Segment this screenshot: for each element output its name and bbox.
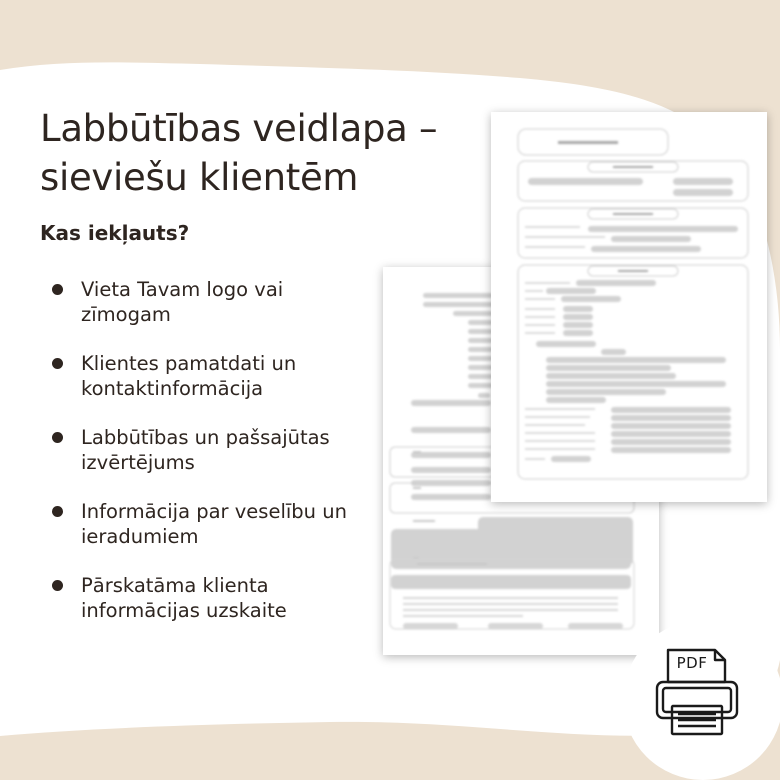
section-subtitle: Kas iekļauts? — [40, 221, 190, 245]
form-preview-page-1 — [491, 112, 767, 502]
feature-item — [40, 425, 360, 499]
feature-item — [40, 351, 360, 425]
pdf-label: PDF — [676, 654, 708, 672]
feature-text: Labbūtības un pašsajūtas izvērtējums — [81, 426, 330, 474]
feature-text: Pārskatāma klienta informācijas uzskaite — [81, 574, 287, 622]
feature-item — [40, 573, 360, 647]
page-title: Labbūtības veidlapa – sieviešu klientēm — [40, 107, 438, 199]
bullet-icon — [52, 284, 63, 295]
feature-item — [40, 277, 360, 351]
feature-text: Informācija par veselību un ieradumiem — [81, 500, 347, 548]
feature-text: Klientes pamatdati un kontaktinformācija — [81, 352, 297, 400]
bullet-icon — [52, 506, 63, 517]
bullet-icon — [52, 358, 63, 369]
bullet-icon — [52, 432, 63, 443]
feature-list — [40, 277, 360, 647]
form-preview-content — [491, 112, 767, 502]
bullet-icon — [52, 580, 63, 591]
feature-text: Vieta Tavam logo vai zīmogam — [81, 278, 284, 326]
feature-item — [40, 499, 360, 573]
